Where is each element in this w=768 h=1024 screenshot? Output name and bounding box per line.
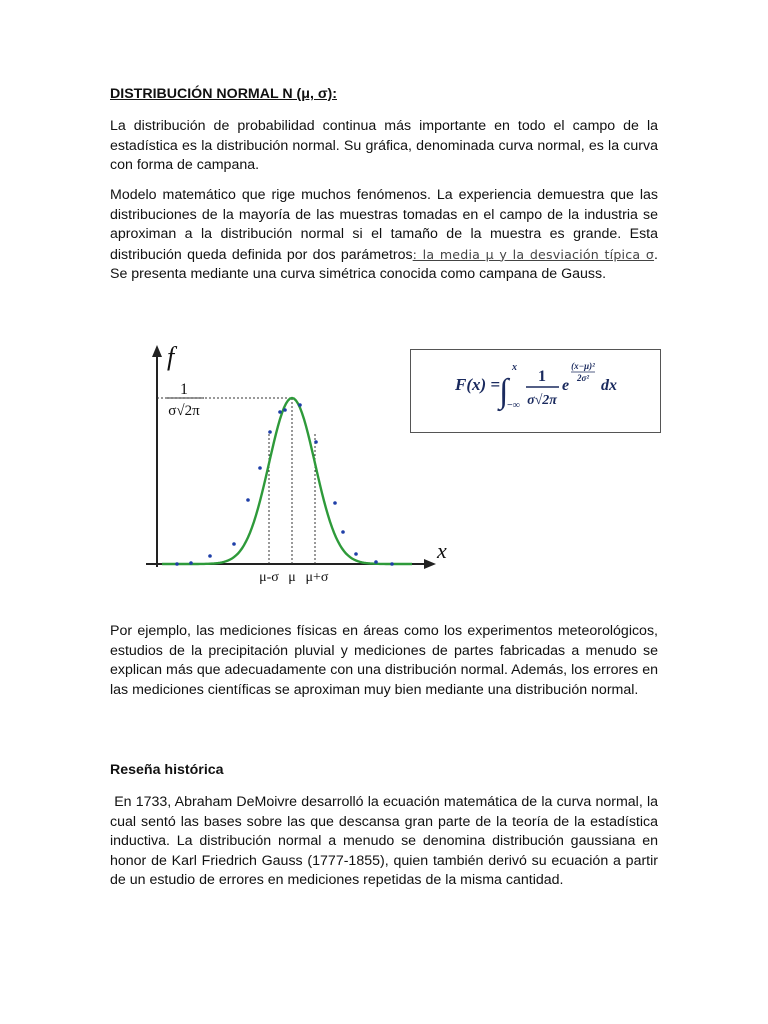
sample-points — [175, 403, 394, 566]
bell-curve — [162, 398, 412, 564]
exponent-denominator: 2σ² — [576, 373, 590, 383]
y-axis-arrow — [152, 345, 162, 357]
sample-point — [354, 552, 358, 556]
integral-upper-limit: x — [512, 362, 517, 373]
exponent-numerator: (x−μ)² — [571, 361, 595, 371]
sample-point — [374, 560, 378, 564]
sample-point — [189, 561, 193, 565]
sample-point — [246, 498, 250, 502]
x-axis-arrow — [424, 559, 436, 569]
sample-point — [268, 430, 272, 434]
intro-paragraph: La distribución de probabilidad continua más importante en todo el campo de la estadística es la distribución normal. Su gráfica, denominada curva normal, es la curva con forma de campana. — [110, 118, 658, 174]
model-text: Modelo matemático que rige muchos fenómenos. La experiencia demuestra que las distribuciones de la mayoría de las muestras tomadas en el campo de la industria se aproximan a la distribución normal si el tamaño de la muestra es grande. Esta distribución queda definida por dos parámetros — [110, 187, 658, 263]
section-title-history: Reseña histórica — [110, 762, 224, 778]
tick-mu-plus-sigma: μ+σ — [305, 570, 329, 585]
sample-point — [333, 501, 337, 505]
sample-point — [314, 440, 318, 444]
sample-point — [298, 403, 302, 407]
peak-denominator: σ√2π — [168, 403, 200, 419]
sample-point — [258, 466, 262, 470]
cdf-formula — [411, 350, 660, 432]
sample-point — [341, 530, 345, 534]
examples-paragraph: Por ejemplo, las mediciones físicas en áreas como los experimentos meteorológicos, estudios de la precipitación pluvial y mediciones de partes fabricadas a menudo se explican más que adecuadamente con una distribución normal. Además, los errores en las mediciones científicas se aproximan muy bien mediante una distribución normal. — [110, 623, 658, 698]
sample-point — [232, 542, 236, 546]
formula-base-e: e — [562, 377, 570, 394]
sample-point — [175, 562, 179, 566]
page-title: DISTRIBUCIÓN NORMAL N (μ, σ): — [110, 86, 337, 102]
cdf-formula-box — [410, 349, 661, 433]
formula-denominator: σ√2π — [527, 393, 557, 408]
sample-point — [283, 408, 287, 412]
sample-point — [390, 562, 394, 566]
x-axis-label: x — [437, 538, 447, 563]
formula-lhs: F(x) = — [455, 375, 501, 394]
parameters-highlight: : la media μ y la desviación típica σ — [412, 246, 655, 262]
peak-numerator: 1 — [180, 381, 188, 398]
tick-mu-minus-sigma: μ-σ — [259, 570, 279, 585]
y-axis-label: f — [167, 342, 175, 371]
model-text-end: . Se presenta mediante una curva simétrica conocida como campana de Gauss. — [110, 246, 658, 283]
sample-point — [278, 410, 282, 414]
integral-sign: ∫ — [499, 373, 509, 410]
formula-numerator: 1 — [538, 368, 546, 385]
history-paragraph: En 1733, Abraham DeMoivre desarrolló la ecuación matemática de la curva normal, la cual sentó las bases sobre las que descansa gran parte de la teoría de la estadística inductiva. La distribución normal a menudo se denomina distribución gaussiana en honor de Karl Friedrich Gauss (1777-1855), quien también derivó su ecuación a partir de un estudio de errores en mediciones repetidas de la misma cantidad. — [110, 794, 662, 889]
model-paragraph — [110, 186, 658, 285]
tick-mu: μ — [288, 570, 296, 585]
integral-lower-limit: −∞ — [507, 400, 520, 411]
formula-differential: dx — [601, 377, 617, 394]
sample-point — [208, 554, 212, 558]
